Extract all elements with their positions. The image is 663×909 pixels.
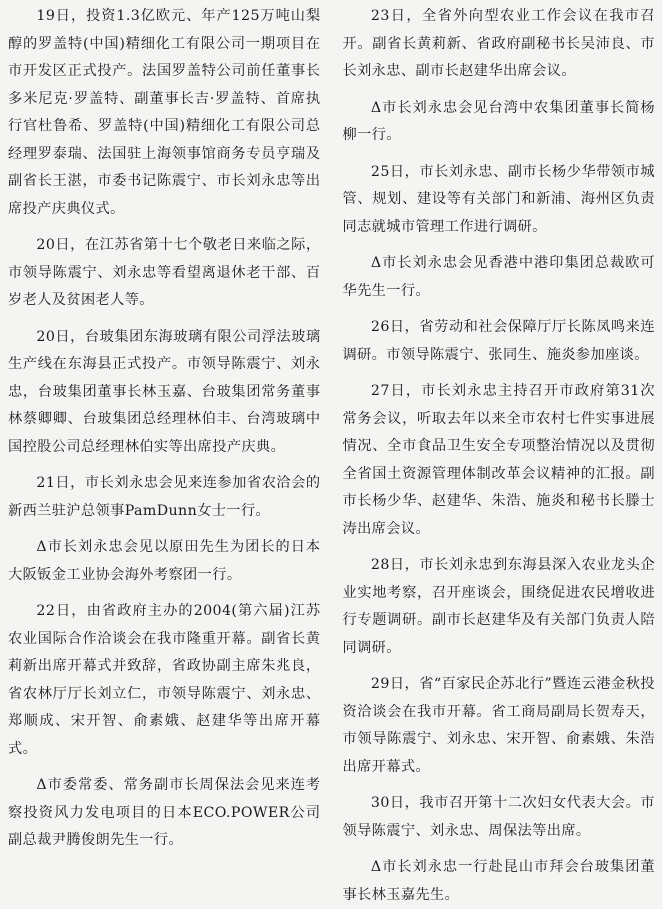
right-column: [342, 3, 656, 903]
entry-right-9: 30日，我市召开第十二次妇女代表大会。市领导陈震宁、刘永忠、周保法等出席。: [342, 795, 655, 839]
entry-left-7: Δ市委常委、常务副市长周保法会见来连考察投资风力发电项目的日本ECO.POWER公司副总裁尹腾俊朗先生一行。: [8, 777, 321, 848]
entry-right-10: Δ市长刘永忠一行赴昆山市拜会台玻集团董事长林玉嘉先生。: [342, 859, 655, 903]
left-column: [8, 3, 321, 848]
entry-right-6: 27日，市长刘永忠主持召开市政府第31次常务会议，听取去年以来全市农村七件实事进展情况、全市食品卫生安全专项整治情况以及贯彻全省国土资源管理体制改革会议精神的汇报。副市长杨少华、赵建华、朱浩、施炎和秘书长滕士涛出席会议。: [342, 383, 655, 537]
entry-right-2: Δ市长刘永忠会见台湾中农集团董事长简杨柳一行。: [342, 99, 655, 143]
entry-left-2: 20日，在江苏省第十七个敬老日来临之际，市领导陈震宁、刘永忠等看望离退休老干部、百岁老人及贫困老人等。: [8, 237, 321, 308]
entry-right-4: Δ市长刘永忠会见香港中港印集团总裁欧可华先生一行。: [342, 255, 655, 299]
entry-right-8: 29日，省“百家民企苏北行”暨连云港金秋投资洽谈会在我市开幕。省工商局副局长贺寿天，市领导陈震宁、刘永忠、宋开智、俞素娥、朱浩出席开幕式。: [342, 676, 655, 775]
entry-left-5: Δ市长刘永忠会见以原田先生为团长的日本大阪钣金工业协会海外考察团一行。: [8, 539, 321, 583]
entry-left-6: 22日，由省政府主办的2004(第六届)江苏农业国际合作洽谈会在我市隆重开幕。副省长黄莉新出席开幕式并致辞，省政协副主席朱兆良，省农林厅厅长刘立仁，市领导陈震宁、刘永忠、郑顺成、宋开智、俞素娥、赵建华等出席开幕式。: [8, 603, 321, 757]
entry-left-1: 19日，投资1.3亿欧元、年产125万吨山梨醇的罗盖特(中国)精细化工有限公司一期项目在市开发区正式投产。法国罗盖特公司前任董事长多米尼克·罗盖特、副董事长吉·罗盖特、首席执行官杜鲁希、罗盖特(中国)精细化工有限公司总经理罗泰瑞、法国驻上海领事馆商务专员亨瑞及副省长王湛，市委书记陈震宁、市长刘永忠等出席投产庆典仪式。: [8, 8, 321, 217]
entry-right-5: 26日，省劳动和社会保障厅厅长陈凤鸣来连调研。市领导陈震宁、张同生、施炎参加座谈。: [342, 319, 655, 363]
entry-right-7: 28日，市长刘永忠到东海县深入农业龙头企业实地考察，召开座谈会，围绕促进农民增收进行专题调研。副市长赵建华及有关部门负责人陪同调研。: [342, 557, 655, 656]
entry-right-3: 25日，市长刘永忠、副市长杨少华带领市城管、规划、建设等有关部门和新浦、海州区负责同志就城市管理工作进行调研。: [342, 163, 655, 235]
entry-right-1: 23日，全省外向型农业工作会议在我市召开。副省长黄莉新、省政府副秘书长吴沛良、市长刘永忠、副市长赵建华出席会议。: [342, 8, 655, 79]
entry-left-3: 20日，台玻集团东海玻璃有限公司浮法玻璃生产线在东海县正式投产。市领导陈震宁、刘永忠，台玻集团董事长林玉嘉、台玻集团常务董事林蔡卿卿、台玻集团总经理林伯丰、台湾玻璃中国控股公司总经理林伯实等出席投产庆典。: [8, 328, 321, 455]
entry-left-4: 21日，市长刘永忠会见来连参加省农洽会的新西兰驻沪总领事PamDunn女士一行。: [8, 475, 321, 519]
